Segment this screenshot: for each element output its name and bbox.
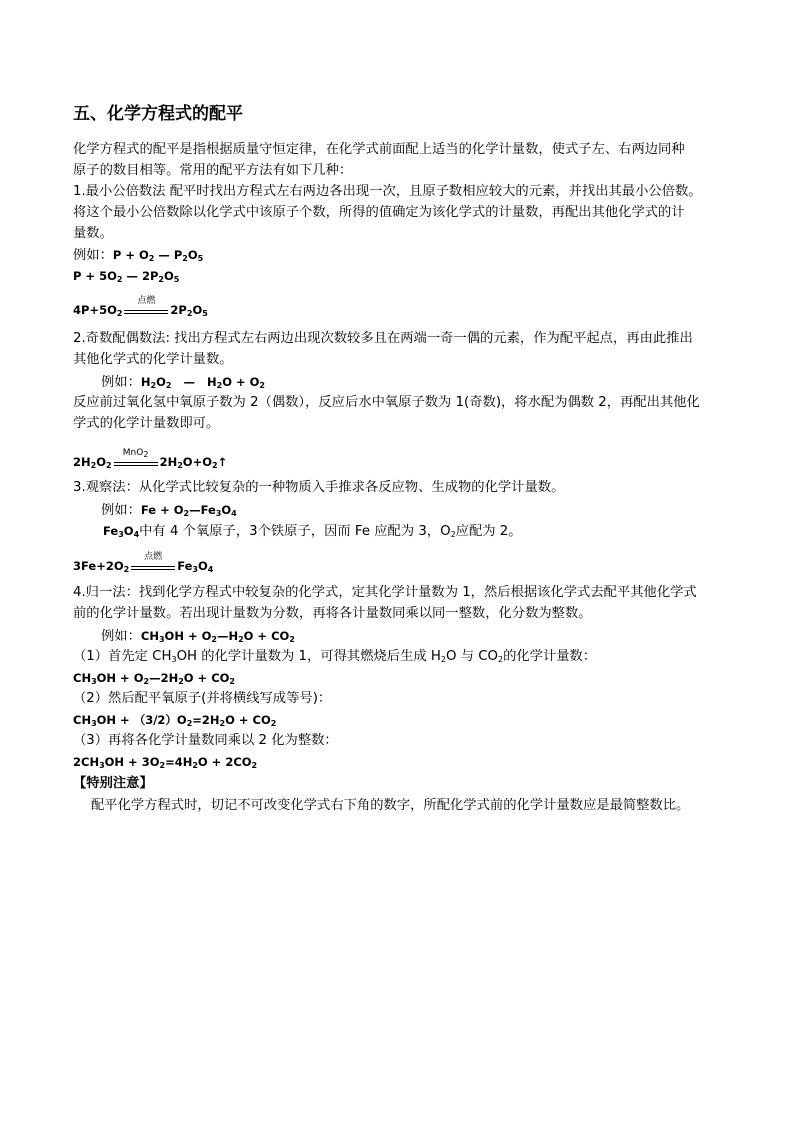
method1-line-2: 将这个最小公倍数除以化学式中该原子个数，所得的值确定为该化学式的计量数，再配出其他化学式的计 [73, 205, 685, 220]
method2-example: 例如：$H_2O_2$ — $H_2O + O_2$ [101, 375, 265, 390]
method2-balanced-equation: $2H_2O_2$ MnO$_2$ $2H_2O+O_2↑$ [73, 447, 228, 470]
method2-line-2: 其他化学式的化学计量数。 [73, 352, 233, 367]
method1-example-1: 例如：$P + O_2$ — $P_2O_5$ [73, 248, 204, 263]
example-prefix: 例如： [101, 503, 141, 518]
method3-example: 例如：$Fe + O_2—Fe_3O_4$ [101, 503, 237, 518]
method1-line-1: 1.最小公倍数法 配平时找出方程式左右两边各出现一次，且原子数相应较大的元素，并找出其最小公倍数。 [73, 184, 702, 199]
intro-line-1: 化学方程式的配平是指根据质量守恒定律，在化学式前面配上适当的化学计量数，使式子左、右两边同种 [73, 142, 685, 157]
method4-equation-2: $CH_3OH + (3/2)O_2=2H_2O + CO_2$ [73, 713, 277, 728]
reaction-condition: MnO$_2$ [114, 455, 158, 471]
method2-explain-1: 反应前过氧化氢中氧原子数为 2（偶数），反应后水中氧原子数为 1(奇数)，将水配为偶数 2，再配出其他化 [73, 395, 700, 410]
method3-balanced-equation: $3Fe+2O_2$ 点燃 $Fe_3O_4$ [73, 551, 214, 574]
note-heading: 【特别注意】 [73, 776, 153, 791]
method2-explain-2: 学式的化学计量数即可。 [73, 416, 220, 431]
reaction-condition: 点燃 [124, 303, 168, 319]
method4-example: 例如：$CH_3OH$ + $O_2—H_2O + CO_2$ [101, 629, 295, 644]
example-prefix: 例如： [101, 375, 141, 390]
method4-equation-1: $CH_3OH$ + $O_2—2H_2O + CO_2$ [73, 671, 235, 686]
method4-step-1: （1）首先定 $CH_3OH$ 的化学计量数为 1，可得其燃烧后生成 $H_2O$ 与 $CO_2$的化学计量数： [73, 649, 597, 664]
method4-step-2: （2）然后配平氧原子(并将横线写成等号)： [73, 691, 332, 706]
method4-step-3: （3）再将各化学计量数同乘以 2 化为整数： [73, 733, 338, 748]
example-prefix: 例如： [73, 248, 113, 263]
note-text: 配平化学方程式时，切记不可改变化学式右下角的数字，所配化学式前的化学计量数应是最简整数比。 [91, 798, 690, 813]
method1-balanced-equation: $4P+5O_2$ 点燃 $2P_2O_5$ [73, 295, 208, 318]
method3-line-1: 3.观察法：从化学式比较复杂的一种物质入手推求各反应物、生成物的化学计量数。 [73, 480, 565, 495]
method4-equation-3: $2CH_3OH + 3O_2=4H_2O + 2CO_2$ [73, 755, 258, 770]
method4-line-1: 4.归一法：找到化学方程式中较复杂的化学式，定其化学计量数为 1，然后根据该化学式去配平其他化学式 [73, 585, 697, 600]
method4-line-2: 前的化学计量数。若出现计量数为分数，再将各计量数同乘以同一整数，化分数为整数。 [73, 606, 592, 621]
intro-line-2: 原子的数目相等。常用的配平方法有如下几种： [73, 163, 353, 178]
example-prefix: 例如： [101, 629, 141, 644]
method3-explain: $Fe_3O_4$中有 4 个氧原子，3个铁原子，因而 Fe 应配为 3，$O_2$应配为 2。 [103, 524, 522, 539]
method1-example-2: $P + 5O_2$ — $2P_2O_5$ [73, 269, 180, 284]
reaction-condition: 点燃 [131, 559, 175, 575]
method2-line-1: 2.奇数配偶数法: 找出方程式左右两边出现次数较多且在两端一奇一偶的元素，作为配平起点，再由此推出 [73, 331, 693, 346]
method1-line-3: 量数。 [73, 226, 113, 241]
page-title: 五、化学方程式的配平 [73, 104, 243, 124]
